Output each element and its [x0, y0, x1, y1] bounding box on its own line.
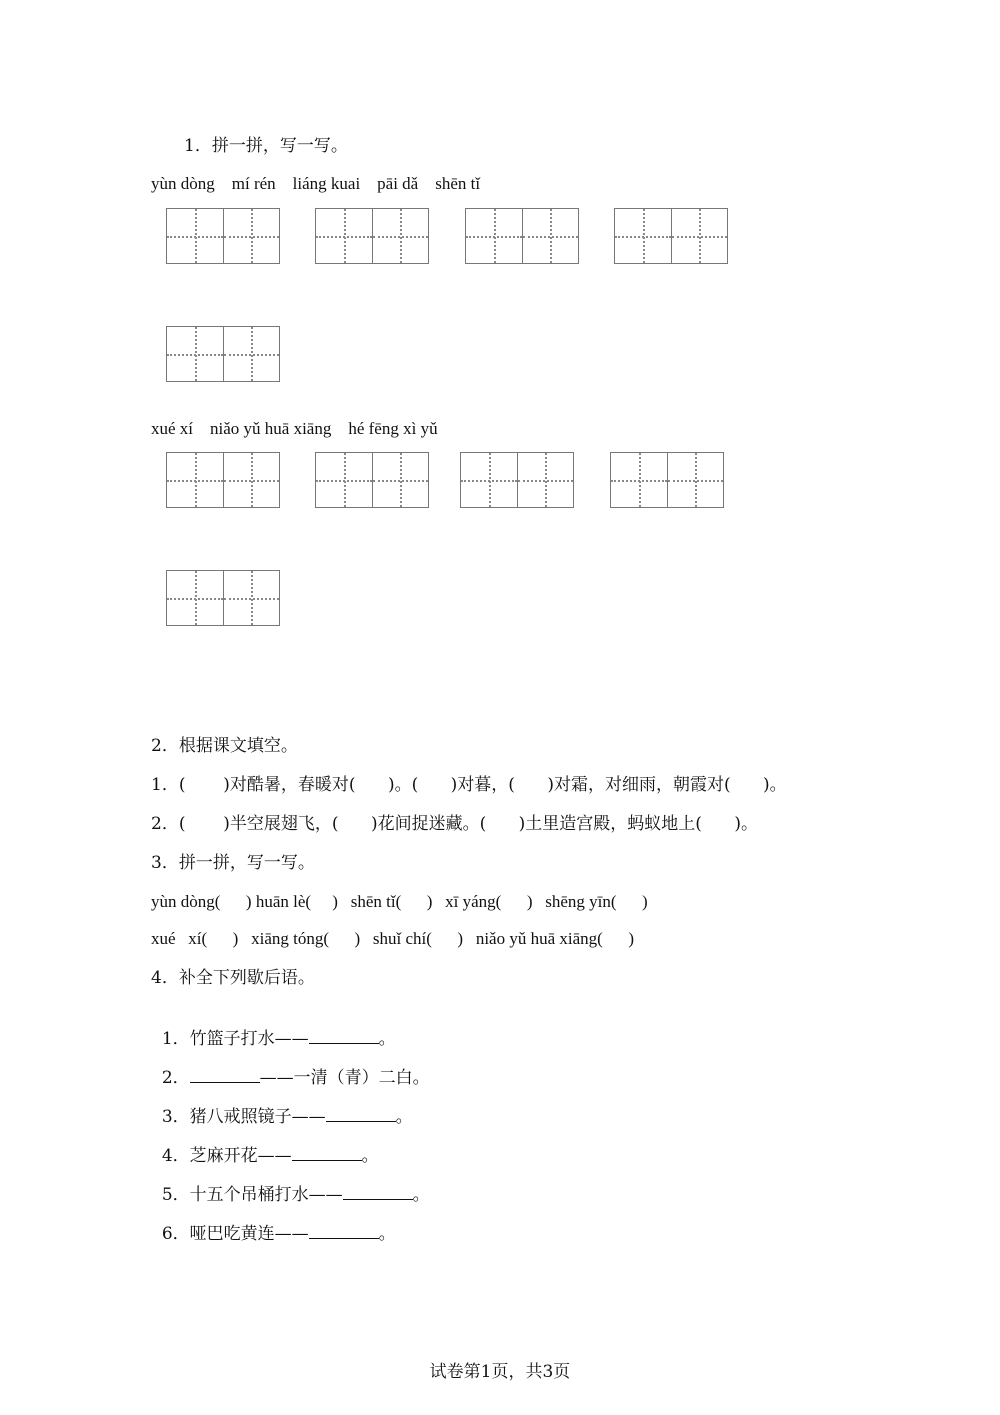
proverb-item	[151, 1124, 379, 1166]
writing-grid[interactable]	[315, 208, 429, 264]
writing-grid[interactable]	[166, 570, 280, 626]
proverb-item	[151, 1163, 430, 1205]
answer-blank[interactable]	[292, 1144, 362, 1161]
proverb-item	[151, 1007, 396, 1049]
answer-blank[interactable]	[309, 1027, 379, 1044]
fill-line: xué xí( ) xiāng tóng( ) shuǐ chí( ) niǎo yǔ huā xiāng( )	[151, 929, 634, 948]
writing-grid[interactable]	[610, 452, 724, 508]
proverb-prefix: 6．哑巴吃黄连——	[161, 1224, 309, 1244]
proverb-item	[151, 1046, 430, 1088]
proverb-suffix: ——一清（青）二白。	[259, 1068, 430, 1088]
pinyin-row-1: yùn dòng mí rén liáng kuai pāi dǎ shēn tǐ	[151, 174, 481, 193]
proverb-item	[151, 1085, 413, 1127]
proverb-suffix: 。	[378, 1029, 396, 1049]
writing-grid[interactable]	[460, 452, 574, 508]
answer-blank[interactable]	[309, 1222, 379, 1239]
proverb-item	[151, 1202, 396, 1244]
fill-line: yùn dòng( ) huān lè( ) shēn tǐ( ) xī yáng( ) shēng yīn( )	[151, 892, 648, 911]
proverb-suffix: 。	[395, 1107, 413, 1127]
fill-line: 3．拼一拼，写一写。	[151, 853, 315, 873]
proverb-suffix: 。	[361, 1146, 379, 1166]
proverb-prefix: 2．	[161, 1068, 190, 1088]
answer-blank[interactable]	[326, 1105, 396, 1122]
fill-line: 2．( )半空展翅飞，( )花间捉迷藏。( )土里造宫殿，蚂蚁地上( )。	[151, 814, 758, 834]
proverb-prefix: 4．芝麻开花——	[161, 1146, 292, 1166]
section4-title: 4．补全下列歇后语。	[151, 968, 315, 988]
writing-grid[interactable]	[465, 208, 579, 264]
answer-blank[interactable]	[343, 1183, 413, 1200]
proverb-prefix: 1．竹篮子打水——	[161, 1029, 309, 1049]
page-footer: 试卷第1页，共3页	[429, 1362, 571, 1382]
section2-title: 2．根据课文填空。	[151, 736, 298, 756]
proverb-prefix: 3．猪八戒照镜子——	[161, 1107, 326, 1127]
writing-grid[interactable]	[315, 452, 429, 508]
section1-title: 1．拼一拼，写一写。	[184, 136, 348, 156]
fill-line: 1．( )对酷暑，春暖对( )。( )对暮，( )对霜，对细雨，朝霞对( )。	[151, 775, 787, 795]
proverb-suffix: 。	[412, 1185, 430, 1205]
writing-grid[interactable]	[614, 208, 728, 264]
writing-grid[interactable]	[166, 452, 280, 508]
proverb-prefix: 5．十五个吊桶打水——	[161, 1185, 343, 1205]
writing-grid[interactable]	[166, 326, 280, 382]
proverb-suffix: 。	[378, 1224, 396, 1244]
writing-grid[interactable]	[166, 208, 280, 264]
answer-blank[interactable]	[190, 1066, 260, 1083]
pinyin-row-2: xué xí niǎo yǔ huā xiāng hé fēng xì yǔ	[151, 419, 438, 438]
